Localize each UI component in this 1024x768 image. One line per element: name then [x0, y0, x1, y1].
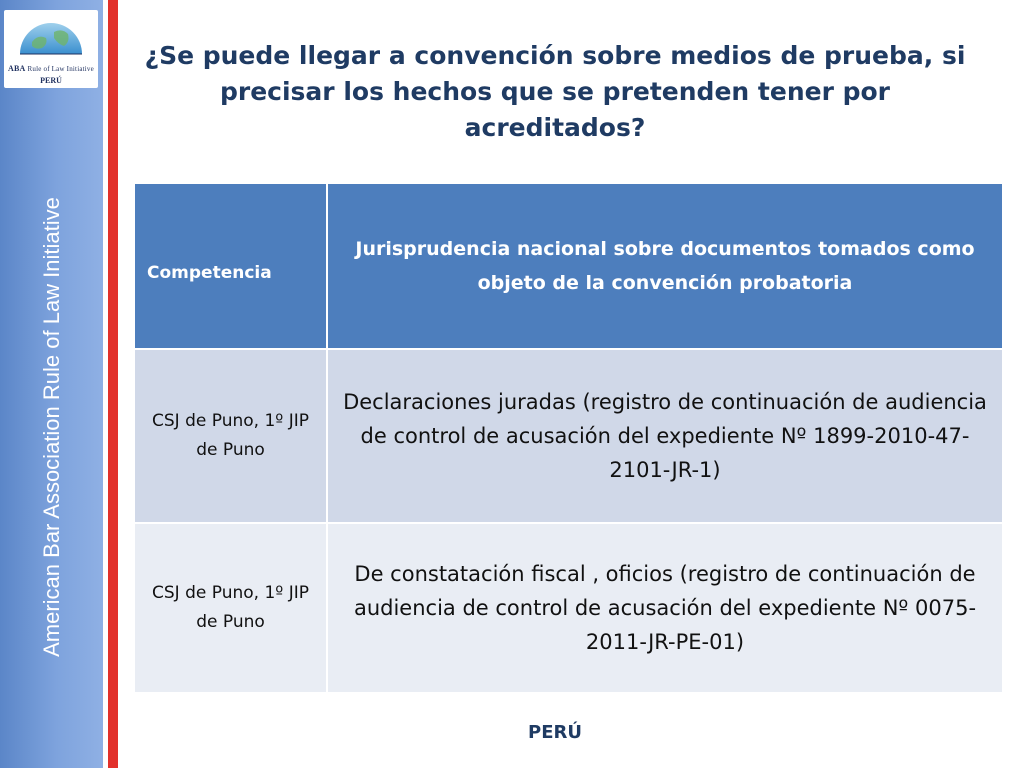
header-competencia: Competencia: [134, 183, 327, 349]
logo-country: PERÚ: [40, 76, 62, 85]
table-header-row: [134, 183, 1003, 349]
logo-org-name: [6, 64, 96, 73]
jurisprudence-table: [133, 182, 1004, 694]
header-jurisprudencia: Jurisprudencia nacional sobre documentos tomados como objeto de la convención probatoria: [327, 183, 1003, 349]
logo-org-label: Rule of Law Initiative: [27, 65, 94, 73]
logo-org-initials: ABA: [8, 64, 26, 73]
table-row: [134, 349, 1003, 523]
globe-icon: [18, 12, 84, 62]
table-row: [134, 523, 1003, 693]
footer-country: PERÚ: [528, 722, 582, 743]
sidebar: [0, 0, 103, 768]
aba-rol-logo: [4, 10, 98, 88]
accent-red-bar: [108, 0, 118, 768]
slide-title: ¿Se puede llegar a convención sobre medios de prueba, si precisar los hechos que se pretenden tener por acreditados?: [144, 41, 966, 142]
cell-jurisprudencia: Declaraciones juradas (registro de continuación de audiencia de control de acusación del expediente Nº 1899-2010-47-2101-JR-1): [327, 349, 1003, 523]
sidebar-vertical-title: American Bar Association Rule of Law Initiative: [39, 197, 64, 657]
cell-jurisprudencia: De constatación fiscal , oficios (registro de continuación de audiencia de control de acusación del expediente Nº 0075-2011-JR-PE-01): [327, 523, 1003, 693]
cell-competencia: CSJ de Puno, 1º JIP de Puno: [134, 523, 327, 693]
cell-competencia: CSJ de Puno, 1º JIP de Puno: [134, 349, 327, 523]
